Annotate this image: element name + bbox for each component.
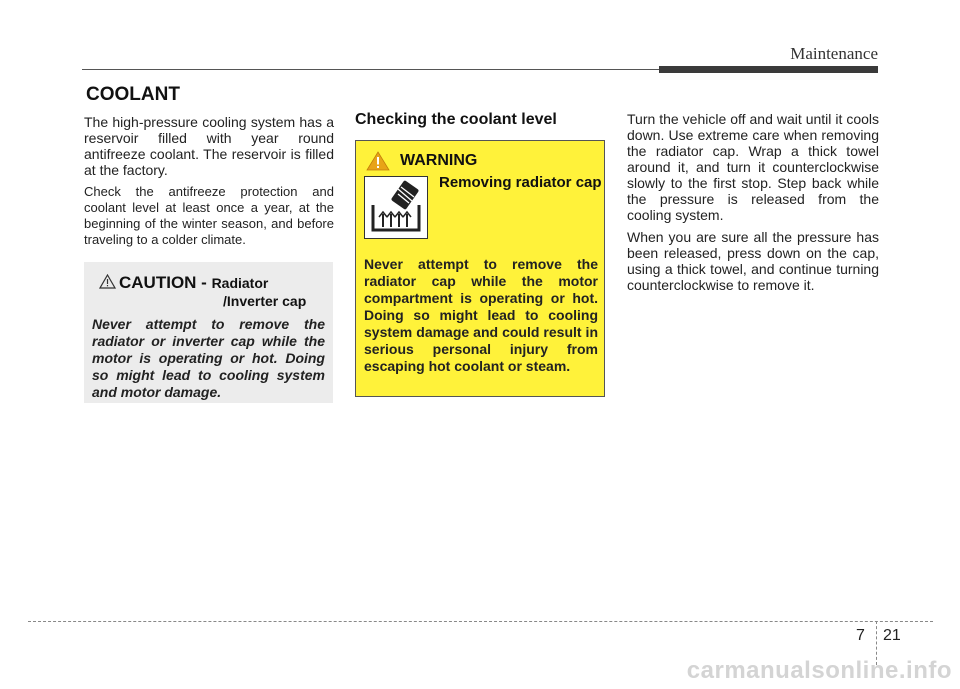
- procedure-paragraph-2: When you are sure all the pressure has been released, press down on the cap, using a thick towel, and continue turning counterclockwise to remove it.: [627, 229, 879, 293]
- check-coolant-title: Checking the coolant level: [355, 111, 557, 128]
- caution-header: [92, 272, 325, 316]
- warning-word: WARNING: [400, 152, 478, 169]
- radiator-icon-frame: [364, 176, 428, 239]
- warning-subtitle: Removing radiator cap: [439, 174, 602, 191]
- hot-radiator-cap-icon: [365, 177, 427, 238]
- warning-triangle-icon: [366, 151, 390, 171]
- intro-column: [84, 114, 334, 254]
- caution-box: [84, 262, 333, 403]
- caution-subject-line-1: Radiator: [211, 275, 269, 291]
- intro-paragraph-1: The high-pressure cooling system has a reservoir filled with year round antifreeze coolant. The reservoir is filled at the factory.: [84, 114, 334, 178]
- footer-rule: [28, 621, 933, 622]
- caution-word: CAUTION -: [119, 273, 207, 292]
- procedure-paragraph-1: Turn the vehicle off and wait until it cools down. Use extreme care when removing the radiator cap. Wrap a thick towel around it, and turn it counterclockwise slowly to the first stop. Step back while the pressure is released from the cooling system.: [627, 111, 879, 223]
- caution-label: [119, 273, 268, 293]
- header-bar: [659, 66, 878, 73]
- intro-paragraph-2: Check the antifreeze protection and coolant level at least once a year, at the beginning of the winter season, and before traveling to a colder climate.: [84, 184, 334, 247]
- caution-body: Never attempt to remove the radiator or inverter cap while the motor is operating or hot. Doing so might lead to cooling system and motor damage.: [92, 316, 325, 400]
- section-title: COOLANT: [86, 84, 180, 105]
- page-chapter-number: 7: [856, 627, 865, 644]
- caution-subject-line-2: /Inverter cap: [223, 293, 307, 309]
- caution-triangle-icon: [99, 274, 116, 289]
- warning-body: Never attempt to remove the radiator cap while the motor compartment is operating or hot. Doing so might lead to cooling system damage and could result in serious personal injury from escaping hot coolant or steam.: [364, 256, 598, 374]
- warning-box: [355, 140, 605, 397]
- page-number: 21: [883, 627, 901, 644]
- header-title: Maintenance: [790, 44, 878, 63]
- watermark-text: carmanualsonline.info: [686, 657, 952, 684]
- procedure-column: [627, 111, 879, 299]
- header-rule: [82, 69, 659, 70]
